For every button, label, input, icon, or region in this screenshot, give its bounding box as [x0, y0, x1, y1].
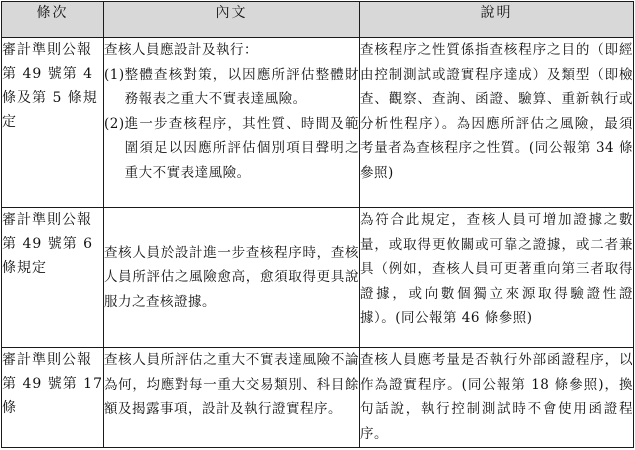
- point-number: (2): [104, 115, 125, 132]
- header-content: 內文: [104, 2, 360, 38]
- header-row: [2, 2, 634, 38]
- row-explanation: 查核程序之性質係指查核程序之目的（即經由控制測試或證實程序達成）及類型（即檢查、觀察、查詢、函證、驗算、重新執行或分析性程序）。為因應所評估之風險，最須考量者為查核程序之性質。(同公報第 34 條參照): [360, 38, 634, 208]
- point-text: 進一步查核程序，其性質、時間及範圍須足以因應所評估個別項目聲明之重大不實表達風險。: [124, 115, 359, 181]
- table-row: [2, 348, 634, 448]
- header-item: 條次: [2, 2, 104, 38]
- point-number: (1): [104, 66, 125, 83]
- regulation-table: [1, 1, 634, 448]
- row-item: 審計準則公報第 49 號第 6 條規定: [2, 208, 104, 348]
- table-row: [2, 38, 634, 208]
- row-content: [104, 38, 360, 208]
- table-row: [2, 208, 634, 348]
- row-explanation: 為符合此規定，查核人員可增加證據之數量，或取得更攸關或可靠之證據，或二者兼具（例如，查核人員可更著重向第三者取得證據，或向數個獨立來源取得驗證性證據）。(同公報第 46 條參照): [360, 208, 634, 348]
- row-item: 審計準則公報第 49 號第 17 條: [2, 348, 104, 448]
- point-text: 整體查核對策，以因應所評估整體財務報表之重大不實表達風險。: [124, 66, 359, 107]
- row-content: 查核人員所評估之重大不實表達風險不論為何，均應對每一重大交易類別、科目餘額及揭露事項，設計及執行證實程序。: [104, 348, 360, 448]
- row-explanation: 查核人員應考量是否執行外部函證程序，以作為證實程序。(同公報第 18 條參照)，換句話說，執行控制測試時不會使用函證程序。: [360, 348, 634, 448]
- row-item: 審計準則公報第 49 號第 4 條及第 5 條規定: [2, 38, 104, 208]
- content-point: [104, 112, 359, 186]
- row-content: 查核人員於設計進一步查核程序時，查核人員所評估之風險愈高，愈須取得更具說服力之查核證據。: [104, 208, 360, 348]
- content-intro: 查核人員應設計及執行：: [104, 42, 258, 58]
- header-explanation: 說明: [360, 2, 634, 38]
- content-point: [104, 63, 359, 112]
